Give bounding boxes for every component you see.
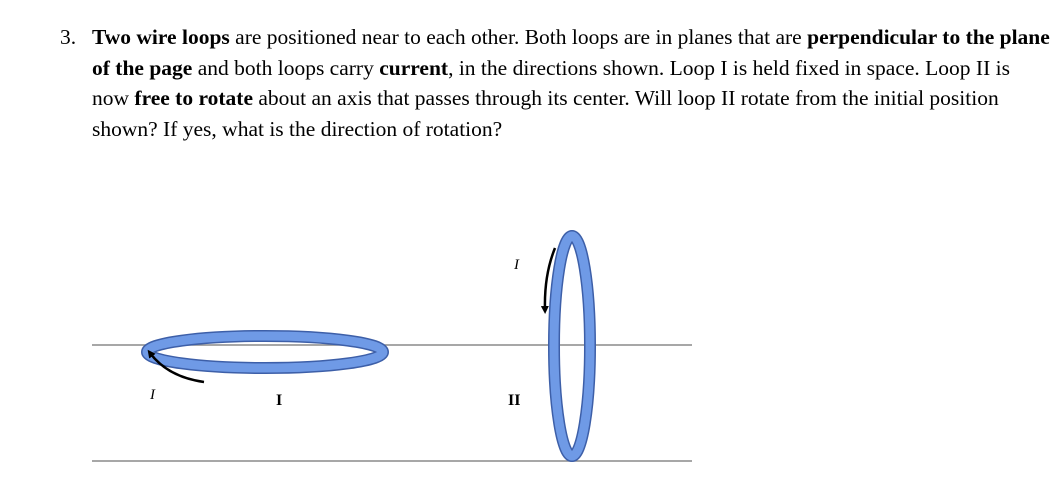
current-label-1: I: [150, 387, 155, 403]
loop-2-label: II: [508, 392, 521, 409]
question-segment: about an axis that passes through its center. Will loop II rotate from the initial position shown? If yes, what is the direction of rotation?: [92, 86, 999, 141]
question-segment: , in the directions shown. Loop I is held fixed in space. Loop II is now: [92, 55, 1010, 110]
question-segment: free to rotate: [134, 86, 253, 110]
question-segment: are positioned near to each other. Both loops are in planes that are: [229, 25, 808, 49]
current-label-2: I: [514, 257, 519, 273]
loop-1-label: I: [276, 392, 283, 409]
question-segment: Two wire loops: [92, 25, 230, 49]
question-segment: and both loops carry: [192, 55, 380, 80]
question-segment: perpendicular to the plane of the page: [92, 25, 1050, 80]
question-segment: current: [379, 55, 449, 80]
question-number: 3.: [60, 25, 77, 49]
